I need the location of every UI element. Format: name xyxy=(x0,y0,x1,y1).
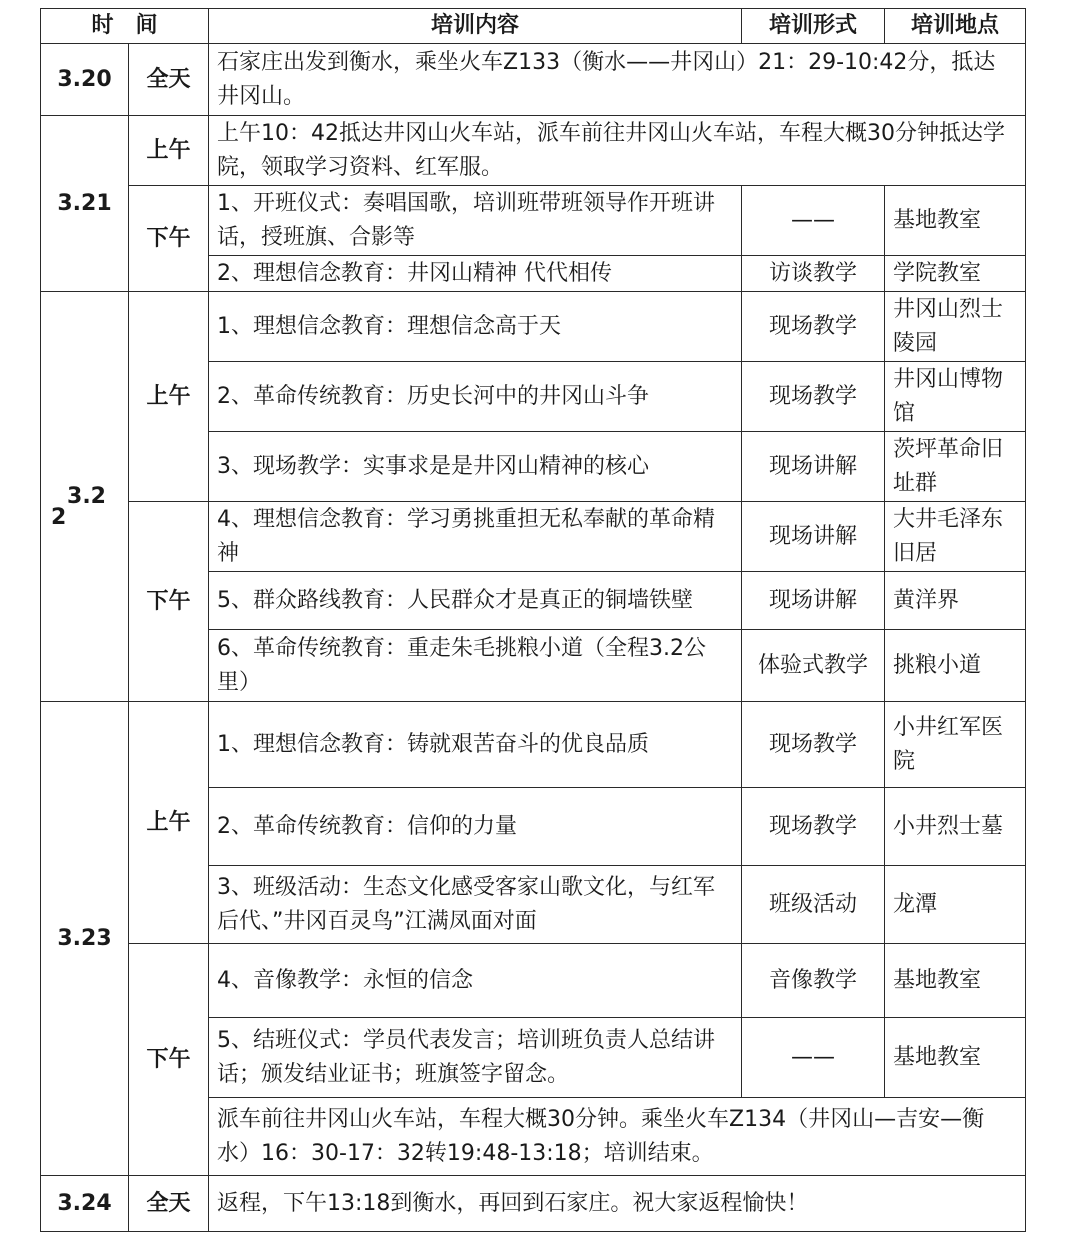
period-cell: 下午 xyxy=(129,944,209,1176)
period-cell: 下午 xyxy=(129,186,209,292)
table-row xyxy=(41,702,1026,788)
table-row xyxy=(41,292,1026,362)
place-cell: 学院教室 xyxy=(885,256,1026,292)
form-cell: 现场讲解 xyxy=(742,432,885,502)
header-content: 培训内容 xyxy=(209,9,742,44)
content-cell: 4、理想信念教育：学习勇挑重担无私奉献的革命精神 xyxy=(209,502,742,572)
header-form: 培训形式 xyxy=(742,9,885,44)
content-cell: 1、开班仪式：奏唱国歌，培训班带班领导作开班讲话，授班旗、合影等 xyxy=(209,186,742,256)
period-cell: 下午 xyxy=(129,502,209,702)
date-cell: 3.24 xyxy=(41,1176,129,1232)
place-cell: 茨坪革命旧址群 xyxy=(885,432,1026,502)
form-cell: 现场教学 xyxy=(742,702,885,788)
content-cell: 4、音像教学：永恒的信念 xyxy=(209,944,742,1018)
header-row xyxy=(41,9,1026,44)
content-cell: 5、群众路线教育：人民群众才是真正的铜墙铁壁 xyxy=(209,572,742,630)
form-cell: 音像教学 xyxy=(742,944,885,1018)
date-cell: 3.21 xyxy=(41,116,129,292)
content-cell: 上午10：42抵达井冈山火车站，派车前往井冈山火车站，车程大概30分钟抵达学院，领取学习资料、红军服。 xyxy=(209,116,1026,186)
date-cell xyxy=(41,292,129,702)
form-cell: 现场教学 xyxy=(742,788,885,866)
date-part-b: 2 xyxy=(51,504,67,530)
period-cell: 上午 xyxy=(129,702,209,944)
content-cell: 2、理想信念教育：井冈山精神 代代相传 xyxy=(209,256,742,292)
place-cell: 基地教室 xyxy=(885,186,1026,256)
content-cell: 2、革命传统教育：历史长河中的井冈山斗争 xyxy=(209,362,742,432)
place-cell: 黄洋界 xyxy=(885,572,1026,630)
form-cell: 访谈教学 xyxy=(742,256,885,292)
content-cell: 3、班级活动：生态文化感受客家山歌文化，与红军后代、”井冈百灵鸟”江满凤面对面 xyxy=(209,866,742,944)
content-cell: 1、理想信念教育：理想信念高于天 xyxy=(209,292,742,362)
place-cell: 挑粮小道 xyxy=(885,630,1026,702)
period-cell: 上午 xyxy=(129,292,209,502)
place-cell: 小井红军医院 xyxy=(885,702,1026,788)
form-cell: —— xyxy=(742,186,885,256)
period-cell: 全天 xyxy=(129,1176,209,1232)
table-row xyxy=(41,944,1026,1018)
content-cell: 1、理想信念教育：铸就艰苦奋斗的优良品质 xyxy=(209,702,742,788)
table-row xyxy=(41,1176,1026,1232)
place-cell: 井冈山烈士陵园 xyxy=(885,292,1026,362)
content-cell: 返程，下午13:18到衡水，再回到石家庄。祝大家返程愉快！ xyxy=(209,1176,1026,1232)
content-cell: 石家庄出发到衡水，乘坐火车Z133（衡水——井冈山）21：29-10:42分，抵达井冈山。 xyxy=(209,44,1026,116)
content-cell: 派车前往井冈山火车站，车程大概30分钟。乘坐火车Z134（井冈山—吉安—衡水）16：30-17：32转19:48-13:18；培训结束。 xyxy=(209,1098,1026,1176)
place-cell: 基地教室 xyxy=(885,944,1026,1018)
content-cell: 3、现场教学：实事求是是井冈山精神的核心 xyxy=(209,432,742,502)
period-cell: 全天 xyxy=(129,44,209,116)
form-cell: 现场讲解 xyxy=(742,502,885,572)
table-row xyxy=(41,186,1026,256)
place-cell: 井冈山博物馆 xyxy=(885,362,1026,432)
place-cell: 龙潭 xyxy=(885,866,1026,944)
form-cell: 现场教学 xyxy=(742,362,885,432)
form-cell: —— xyxy=(742,1018,885,1098)
table-row xyxy=(41,44,1026,116)
place-cell: 小井烈士墓 xyxy=(885,788,1026,866)
place-cell: 大井毛泽东旧居 xyxy=(885,502,1026,572)
table-row xyxy=(41,502,1026,572)
content-cell: 2、革命传统教育：信仰的力量 xyxy=(209,788,742,866)
training-schedule-table xyxy=(40,8,1026,1232)
period-cell: 上午 xyxy=(129,116,209,186)
content-cell: 6、革命传统教育：重走朱毛挑粮小道（全程3.2公里） xyxy=(209,630,742,702)
date-cell: 3.23 xyxy=(41,702,129,1176)
form-cell: 体验式教学 xyxy=(742,630,885,702)
form-cell: 现场教学 xyxy=(742,292,885,362)
form-cell: 现场讲解 xyxy=(742,572,885,630)
content-cell: 5、结班仪式：学员代表发言；培训班负责人总结讲话；颁发结业证书；班旗签字留念。 xyxy=(209,1018,742,1098)
form-cell: 班级活动 xyxy=(742,866,885,944)
header-place: 培训地点 xyxy=(885,9,1026,44)
table-row xyxy=(41,116,1026,186)
place-cell: 基地教室 xyxy=(885,1018,1026,1098)
date-part-a: 3.2 xyxy=(67,483,106,509)
header-time: 时 间 xyxy=(41,9,209,44)
date-cell: 3.20 xyxy=(41,44,129,116)
